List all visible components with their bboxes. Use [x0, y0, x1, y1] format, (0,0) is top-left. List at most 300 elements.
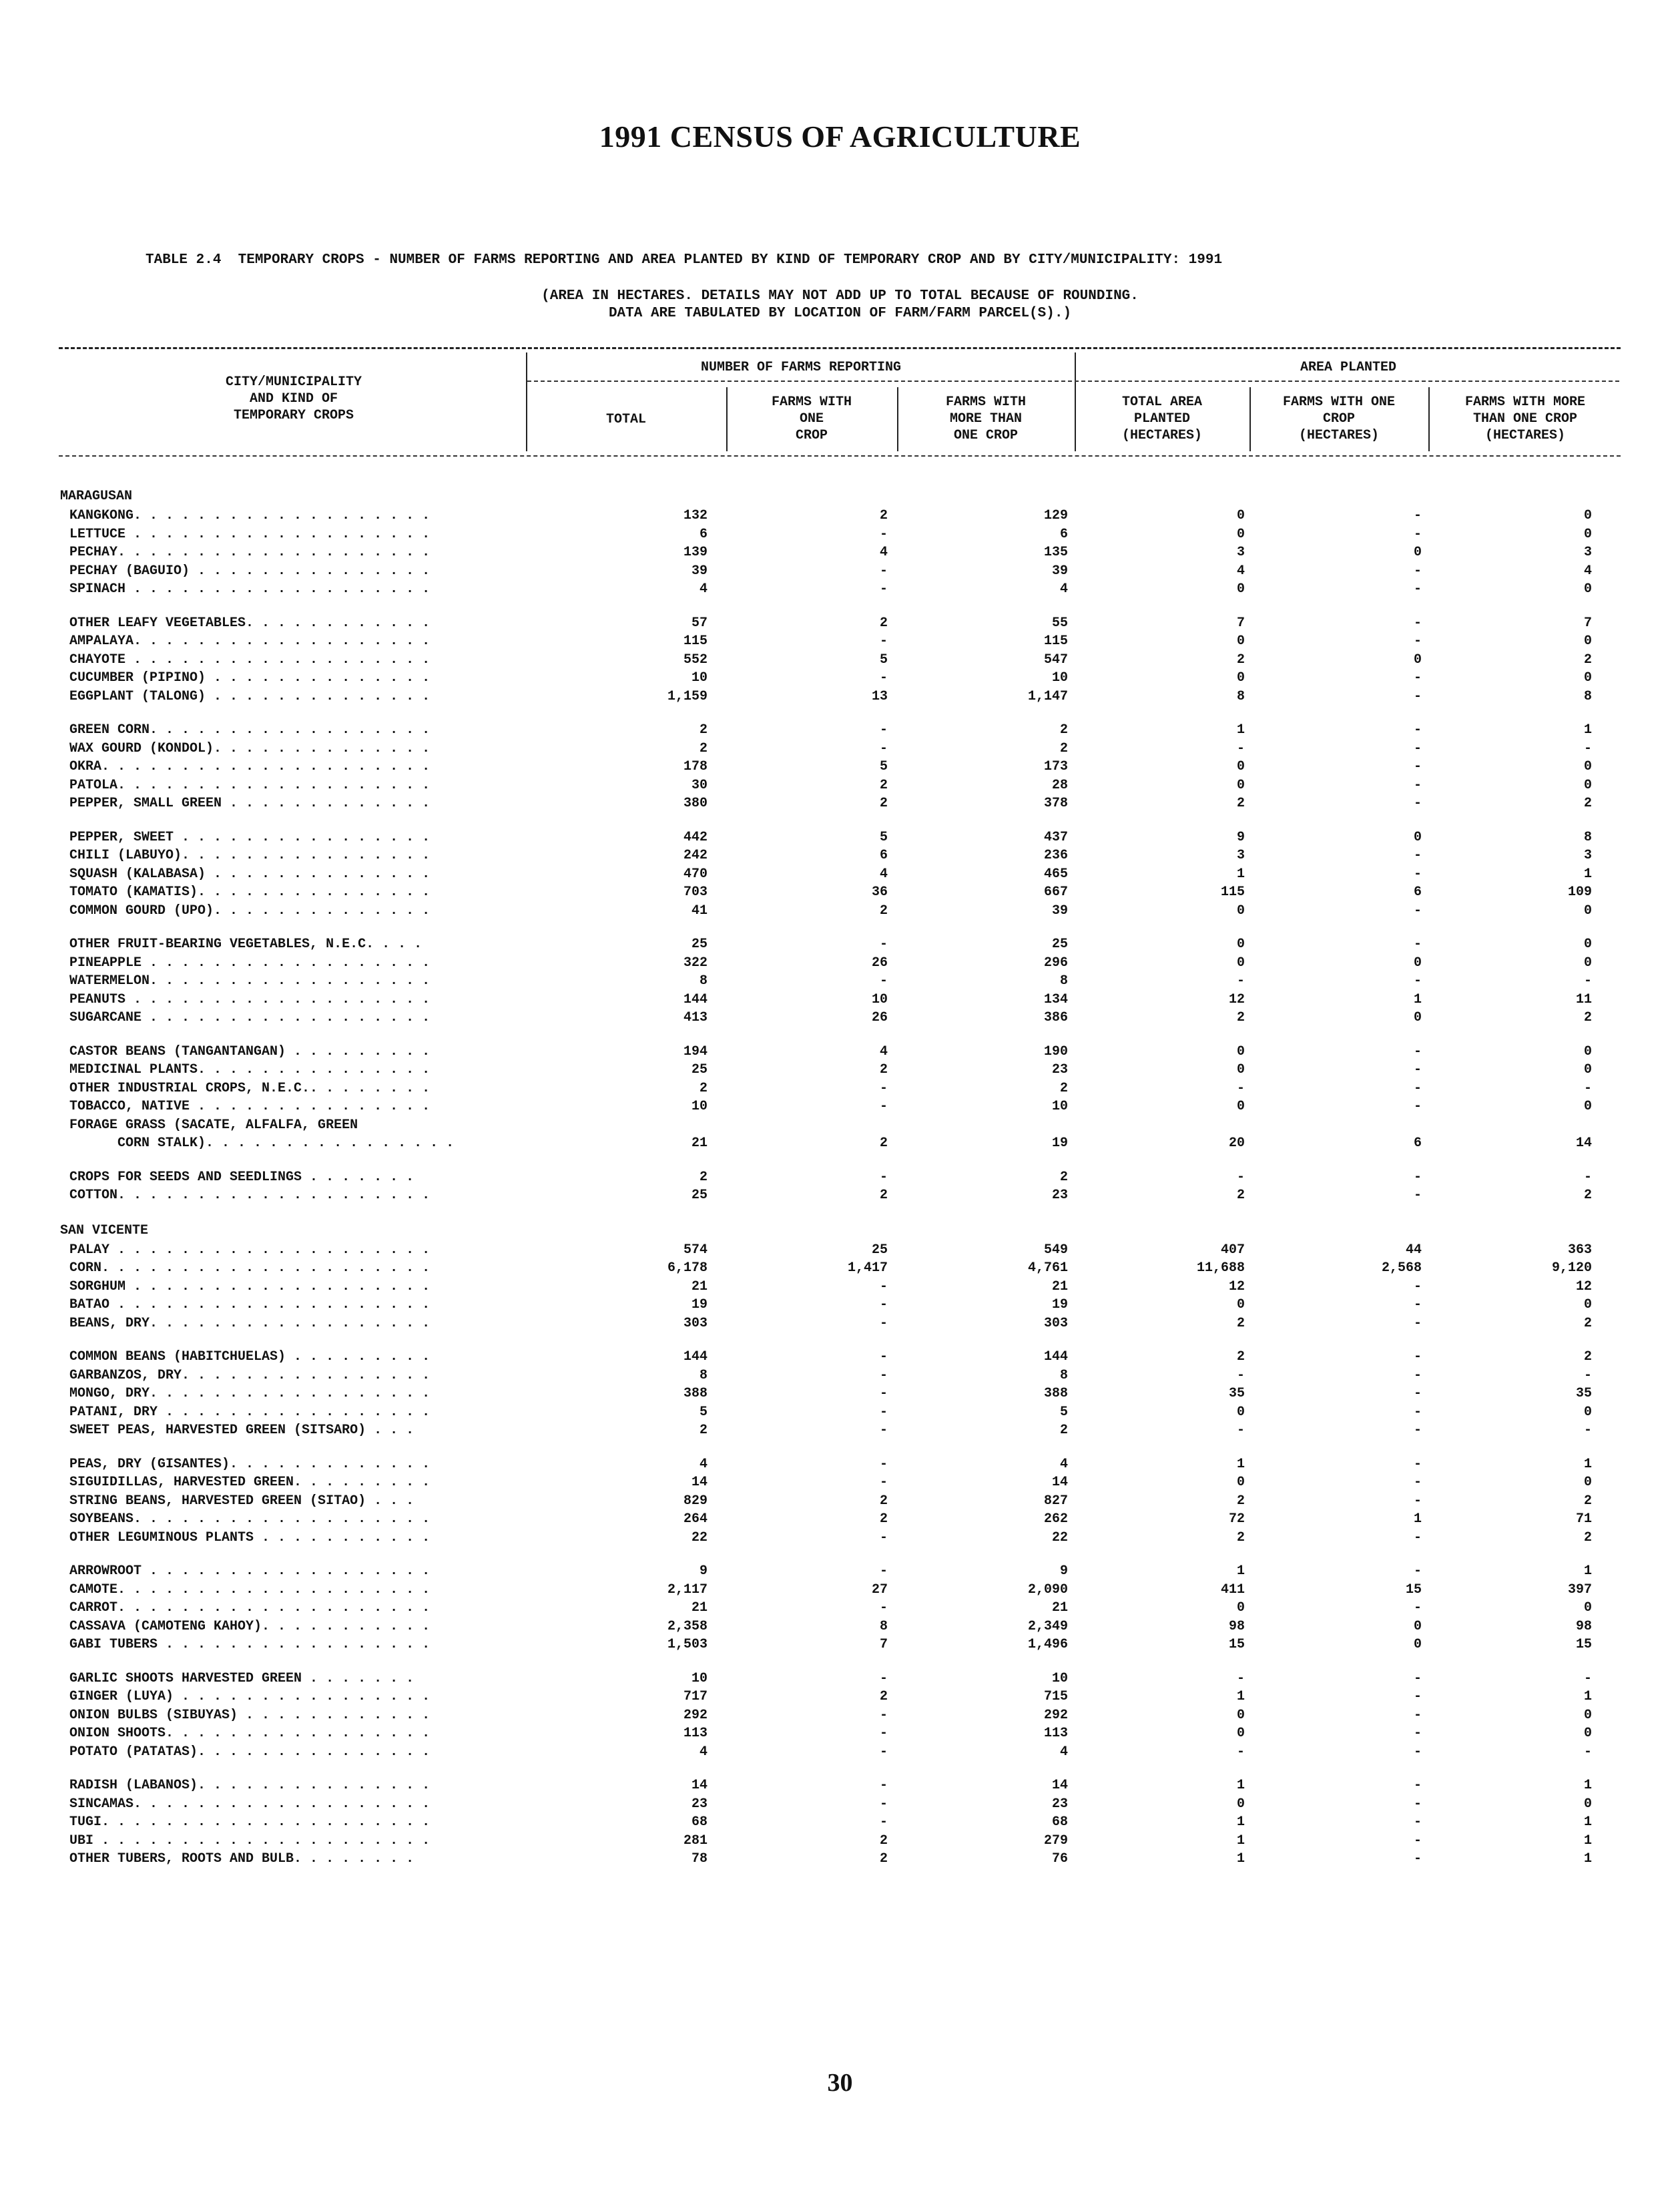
farms-more-crop-cell: 236: [1043, 848, 1068, 863]
total-area-cell: -: [1236, 1169, 1245, 1185]
farms-more-crop-cell: 827: [1043, 1493, 1068, 1509]
farms-more-crop-cell: 296: [1043, 955, 1068, 971]
crop-label: SORGHUM . . . . . . . . . . . . . . . . . . .: [69, 1278, 431, 1294]
farms-more-crop-cell: 715: [1043, 1689, 1068, 1704]
table-row: [0, 1618, 1680, 1636]
area-one-crop-cell: -: [1413, 1423, 1422, 1438]
crop-label: CHAYOTE . . . . . . . . . . . . . . . . . . .: [69, 652, 431, 668]
table-row: [0, 758, 1680, 776]
farms-one-crop-cell: -: [879, 1670, 888, 1686]
total-area-cell: -: [1236, 1080, 1245, 1096]
area-one-crop-cell: -: [1413, 1456, 1422, 1472]
crop-label: CARROT. . . . . . . . . . . . . . . . . . . .: [69, 1600, 431, 1616]
header-stub: CITY/MUNICIPALITY AND KIND OF TEMPORARY CROPS: [225, 375, 362, 423]
total-area-cell: 407: [1220, 1242, 1245, 1258]
farms-more-crop-cell: 23: [1051, 1796, 1068, 1812]
farms-one-crop-cell: 1,417: [847, 1260, 888, 1276]
crop-label: EGGPLANT (TALONG) . . . . . . . . . . . . . .: [69, 688, 431, 704]
farms-one-crop-cell: 2: [879, 1493, 888, 1509]
total-area-cell: 0: [1236, 1707, 1245, 1723]
area-more-crop-cell: -: [1583, 1367, 1592, 1383]
area-more-crop-cell: 1: [1583, 722, 1592, 738]
table-row: [0, 562, 1680, 581]
area-one-crop-cell: 0: [1413, 1637, 1422, 1652]
farms-one-crop-cell: 10: [871, 991, 888, 1007]
total-farms-cell: 25: [691, 1188, 708, 1203]
farms-more-crop-cell: 547: [1043, 652, 1068, 668]
area-one-crop-cell: -: [1413, 1796, 1422, 1812]
area-one-crop-cell: -: [1413, 1600, 1422, 1616]
total-farms-cell: 9: [699, 1563, 708, 1579]
total-area-cell: 3: [1236, 545, 1245, 560]
farms-one-crop-cell: -: [879, 670, 888, 686]
crop-label: TOMATO (KAMATIS). . . . . . . . . . . . . . .: [69, 885, 431, 900]
area-one-crop-cell: -: [1413, 1099, 1422, 1114]
crop-label: WAX GOURD (KONDOL). . . . . . . . . . . . . .: [69, 740, 431, 756]
total-farms-cell: 4: [699, 1456, 708, 1472]
total-farms-cell: 22: [691, 1529, 708, 1545]
farms-more-crop-cell: 135: [1043, 545, 1068, 560]
area-one-crop-cell: -: [1413, 722, 1422, 738]
table-row: [0, 1168, 1680, 1187]
area-more-crop-cell: 15: [1575, 1637, 1592, 1652]
farms-more-crop-cell: 21: [1051, 1278, 1068, 1294]
farms-one-crop-cell: -: [879, 1475, 888, 1490]
area-more-crop-cell: 1: [1583, 1456, 1592, 1472]
crop-label: LETTUCE . . . . . . . . . . . . . . . . . . .: [69, 526, 431, 542]
row-group: [0, 1670, 1680, 1762]
farms-more-crop-cell: 113: [1043, 1726, 1068, 1741]
farms-one-crop-cell: 13: [871, 688, 888, 704]
area-more-crop-cell: 7: [1583, 615, 1592, 631]
area-one-crop-cell: -: [1413, 1386, 1422, 1401]
table-row: [0, 1403, 1680, 1422]
area-one-crop-cell: -: [1413, 937, 1422, 952]
row-group: [0, 1455, 1680, 1547]
total-area-cell: 2: [1236, 1315, 1245, 1331]
area-more-crop-cell: 2: [1583, 1529, 1592, 1545]
total-farms-cell: 41: [691, 903, 708, 919]
area-more-crop-cell: 2: [1583, 1349, 1592, 1365]
crop-label: SPINACH . . . . . . . . . . . . . . . . . . .: [69, 581, 431, 597]
farms-one-crop-cell: -: [879, 1744, 888, 1760]
farms-more-crop-cell: 55: [1051, 615, 1068, 631]
section-heading: MARAGUSAN: [60, 489, 133, 504]
crop-label: BATAO . . . . . . . . . . . . . . . . . . . .: [69, 1297, 431, 1312]
table-row: [0, 846, 1680, 865]
crop-label: CAMOTE. . . . . . . . . . . . . . . . . . . .: [69, 1581, 431, 1598]
table-row: [0, 1385, 1680, 1403]
area-more-crop-cell: 1: [1583, 866, 1592, 882]
farms-one-crop-cell: -: [879, 1456, 888, 1472]
total-farms-cell: 552: [683, 652, 708, 668]
table-row: [0, 794, 1680, 813]
table-row: [0, 1009, 1680, 1027]
area-more-crop-cell: 1: [1583, 1778, 1592, 1793]
area-one-crop-cell: -: [1413, 740, 1422, 756]
farms-more-crop-cell: 39: [1051, 563, 1068, 579]
farms-more-crop-cell: 5: [1059, 1404, 1068, 1420]
total-area-cell: 2: [1236, 1493, 1245, 1509]
farms-one-crop-cell: -: [879, 1349, 888, 1365]
header-group-underline: [527, 381, 1619, 382]
total-farms-cell: 2: [699, 1080, 708, 1096]
table-row: [0, 669, 1680, 688]
crop-label: AMPALAYA. . . . . . . . . . . . . . . . . . .: [69, 634, 431, 649]
total-farms-cell: 178: [683, 759, 708, 774]
farms-more-crop-cell: 14: [1051, 1778, 1068, 1793]
farms-one-crop-cell: -: [879, 1423, 888, 1438]
area-more-crop-cell: 109: [1567, 885, 1592, 900]
farms-more-crop-cell: 25: [1051, 937, 1068, 952]
area-more-crop-cell: 0: [1583, 937, 1592, 952]
farms-more-crop-cell: 28: [1051, 777, 1068, 793]
table-row: [0, 776, 1680, 795]
crop-label: OTHER INDUSTRIAL CROPS, N.E.C.. . . . . . . .: [69, 1080, 431, 1096]
area-more-crop-cell: 3: [1583, 545, 1592, 560]
total-area-cell: 0: [1236, 1600, 1245, 1616]
total-farms-cell: 194: [683, 1043, 708, 1059]
table-row: [0, 1186, 1680, 1205]
total-area-cell: 0: [1236, 1796, 1245, 1812]
table-row: [0, 1599, 1680, 1618]
crop-label: PALAY . . . . . . . . . . . . . . . . . . . .: [69, 1242, 431, 1258]
area-more-crop-cell: 98: [1575, 1618, 1592, 1634]
area-one-crop-cell: 15: [1405, 1581, 1422, 1598]
area-more-crop-cell: 8: [1583, 688, 1592, 704]
total-farms-cell: 2: [699, 1423, 708, 1438]
area-one-crop-cell: -: [1413, 508, 1422, 523]
area-one-crop-cell: -: [1413, 1563, 1422, 1579]
crop-label: KANGKONG. . . . . . . . . . . . . . . . . . .: [69, 508, 431, 523]
crop-label: CASSAVA (CAMOTENG KAHOY). . . . . . . . . . .: [69, 1618, 431, 1634]
crop-label: MONGO, DRY. . . . . . . . . . . . . . . . . .: [69, 1386, 431, 1401]
table-row: [0, 1670, 1680, 1688]
area-more-crop-cell: 0: [1583, 759, 1592, 774]
farms-one-crop-cell: 4: [879, 866, 888, 882]
area-one-crop-cell: -: [1413, 1367, 1422, 1383]
total-area-cell: 0: [1236, 1099, 1245, 1114]
area-more-crop-cell: 0: [1583, 634, 1592, 649]
crop-label: SWEET PEAS, HARVESTED GREEN (SITSARO) . . .: [69, 1423, 414, 1438]
total-farms-cell: 1,159: [667, 688, 708, 704]
total-farms-cell: 6,178: [667, 1260, 708, 1276]
table-row: [0, 507, 1680, 525]
farms-more-crop-cell: 2: [1059, 740, 1068, 756]
farms-one-crop-cell: 26: [871, 1010, 888, 1025]
farms-more-crop-cell: 1,496: [1027, 1637, 1068, 1652]
area-more-crop-cell: 1: [1583, 1563, 1592, 1579]
area-one-crop-cell: -: [1413, 563, 1422, 579]
table-row: [0, 688, 1680, 706]
total-area-cell: 1: [1236, 1851, 1245, 1867]
farms-more-crop-cell: 23: [1051, 1062, 1068, 1077]
area-more-crop-cell: 0: [1583, 526, 1592, 542]
area-one-crop-cell: 0: [1413, 545, 1422, 560]
crop-label: SINCAMAS. . . . . . . . . . . . . . . . . . .: [69, 1796, 431, 1812]
area-more-crop-cell: -: [1583, 1169, 1592, 1185]
farms-one-crop-cell: -: [879, 1778, 888, 1793]
total-area-cell: 0: [1236, 1062, 1245, 1077]
table-row: [0, 935, 1680, 954]
crop-label: GABI TUBERS . . . . . . . . . . . . . . . . .: [69, 1637, 431, 1652]
farms-more-crop-cell: 303: [1043, 1315, 1068, 1331]
farms-more-crop-cell: 4,761: [1027, 1260, 1068, 1276]
farms-more-crop-cell: 144: [1043, 1349, 1068, 1365]
farms-more-crop-cell: 4: [1059, 1744, 1068, 1760]
area-more-crop-cell: 0: [1583, 1099, 1592, 1114]
row-group: [0, 1241, 1680, 1333]
total-area-cell: -: [1236, 1670, 1245, 1686]
farms-one-crop-cell: 2: [879, 796, 888, 811]
crop-label: OKRA. . . . . . . . . . . . . . . . . . . . .: [69, 759, 431, 774]
table-row: [0, 721, 1680, 740]
area-more-crop-cell: 0: [1583, 903, 1592, 919]
area-one-crop-cell: 1: [1413, 991, 1422, 1007]
crop-label: SQUASH (KALABASA) . . . . . . . . . . . . . .: [69, 866, 431, 882]
header-col-area-more: FARMS WITH MORE THAN ONE CROP (HECTARES): [1464, 395, 1586, 443]
farms-one-crop-cell: 25: [871, 1242, 888, 1258]
area-one-crop-cell: -: [1413, 1080, 1422, 1096]
area-one-crop-cell: -: [1413, 866, 1422, 882]
farms-more-crop-cell: 549: [1043, 1242, 1068, 1258]
area-one-crop-cell: -: [1413, 688, 1422, 704]
area-more-crop-cell: 0: [1583, 1707, 1592, 1723]
total-farms-cell: 8: [699, 973, 708, 989]
area-more-crop-cell: 0: [1583, 508, 1592, 523]
crop-label: FORAGE GRASS (SACATE, ALFALFA, GREEN CORN STALK). . . . . . . . . . . . . . . .: [69, 1117, 455, 1151]
row-group: [0, 935, 1680, 1027]
farms-one-crop-cell: -: [879, 526, 888, 542]
farms-one-crop-cell: -: [879, 1278, 888, 1294]
table-row: [0, 883, 1680, 902]
farms-more-crop-cell: 19: [1051, 1297, 1068, 1312]
crop-label: GINGER (LUYA) . . . . . . . . . . . . . . . .: [69, 1689, 431, 1704]
farms-one-crop-cell: -: [879, 1099, 888, 1114]
area-more-crop-cell: 14: [1575, 1136, 1592, 1151]
crop-label: PECHAY. . . . . . . . . . . . . . . . . . . .: [69, 545, 431, 560]
area-more-crop-cell: 0: [1583, 1726, 1592, 1741]
total-farms-cell: 57: [691, 615, 708, 631]
farms-more-crop-cell: 1,147: [1027, 688, 1068, 704]
farms-one-crop-cell: 5: [879, 759, 888, 774]
farms-one-crop-cell: -: [879, 1080, 888, 1096]
area-one-crop-cell: -: [1413, 1670, 1422, 1686]
area-more-crop-cell: -: [1583, 973, 1592, 989]
area-one-crop-cell: -: [1413, 1707, 1422, 1723]
total-farms-cell: 717: [683, 1689, 708, 1704]
table-row: [0, 651, 1680, 670]
farms-one-crop-cell: -: [879, 1169, 888, 1185]
area-more-crop-cell: 8: [1583, 829, 1592, 845]
farms-more-crop-cell: 129: [1043, 508, 1068, 523]
total-area-cell: 1: [1236, 722, 1245, 738]
farms-one-crop-cell: -: [879, 1386, 888, 1401]
total-farms-cell: 144: [683, 991, 708, 1007]
crop-label: PATOLA. . . . . . . . . . . . . . . . . . . .: [69, 777, 431, 793]
farms-more-crop-cell: 2,349: [1027, 1618, 1068, 1634]
farms-one-crop-cell: 5: [879, 829, 888, 845]
crop-label: PINEAPPLE . . . . . . . . . . . . . . . . . .: [69, 955, 431, 971]
area-more-crop-cell: 397: [1567, 1581, 1592, 1598]
table-row: [0, 740, 1680, 758]
total-farms-cell: 242: [683, 848, 708, 863]
area-more-crop-cell: 2: [1583, 1010, 1592, 1025]
table-row: [0, 1296, 1680, 1314]
farms-more-crop-cell: 2: [1059, 1169, 1068, 1185]
crop-label: CROPS FOR SEEDS AND SEEDLINGS . . . . . . .: [69, 1169, 414, 1185]
total-area-cell: 115: [1220, 885, 1245, 900]
crop-label: ARROWROOT . . . . . . . . . . . . . . . . . .: [69, 1563, 431, 1579]
total-area-cell: 1: [1236, 1563, 1245, 1579]
total-farms-cell: 574: [683, 1242, 708, 1258]
crop-label: CASTOR BEANS (TANGANTANGAN) . . . . . . . . .: [69, 1043, 431, 1059]
crop-label: PEPPER, SMALL GREEN . . . . . . . . . . . . .: [69, 796, 431, 811]
area-one-crop-cell: 1: [1413, 1511, 1422, 1527]
row-group: [0, 828, 1680, 921]
farms-one-crop-cell: 2: [879, 1136, 888, 1151]
crop-label: GARBANZOS, DRY. . . . . . . . . . . . . . . .: [69, 1367, 431, 1383]
table-row: [0, 1581, 1680, 1600]
header-col-farms-one: FARMS WITH ONE CROP: [771, 395, 852, 443]
area-more-crop-cell: 0: [1583, 1475, 1592, 1490]
area-more-crop-cell: 35: [1575, 1386, 1592, 1401]
farms-more-crop-cell: 4: [1059, 581, 1068, 597]
crop-label: ONION SHOOTS. . . . . . . . . . . . . . . . .: [69, 1726, 431, 1741]
total-farms-cell: 39: [691, 563, 708, 579]
crop-label: TUGI. . . . . . . . . . . . . . . . . . . . .: [69, 1814, 431, 1830]
area-more-crop-cell: -: [1583, 1080, 1592, 1096]
farms-more-crop-cell: 2: [1059, 722, 1068, 738]
total-farms-cell: 2,358: [667, 1618, 708, 1634]
farms-more-crop-cell: 76: [1051, 1851, 1068, 1867]
row-group: [0, 507, 1680, 599]
header-col-area-total: TOTAL AREA PLANTED (HECTARES): [1121, 395, 1203, 443]
total-area-cell: 3: [1236, 848, 1245, 863]
header-col-farms-more: FARMS WITH MORE THAN ONE CROP: [945, 395, 1027, 443]
farms-one-crop-cell: -: [879, 1404, 888, 1420]
farms-more-crop-cell: 23: [1051, 1188, 1068, 1203]
crop-label: PECHAY (BAGUIO) . . . . . . . . . . . . . . .: [69, 563, 431, 579]
farms-more-crop-cell: 378: [1043, 796, 1068, 811]
area-one-crop-cell: -: [1413, 796, 1422, 811]
area-more-crop-cell: -: [1583, 1423, 1592, 1438]
total-area-cell: 0: [1236, 1297, 1245, 1312]
total-farms-cell: 14: [691, 1778, 708, 1793]
area-more-crop-cell: 9,120: [1551, 1260, 1592, 1276]
total-farms-cell: 10: [691, 670, 708, 686]
farms-one-crop-cell: -: [879, 563, 888, 579]
farms-more-crop-cell: 388: [1043, 1386, 1068, 1401]
total-area-cell: 2: [1236, 1529, 1245, 1545]
total-farms-cell: 5: [699, 1404, 708, 1420]
area-more-crop-cell: 71: [1575, 1511, 1592, 1527]
row-group: [0, 1348, 1680, 1440]
total-farms-cell: 413: [683, 1010, 708, 1025]
area-one-crop-cell: -: [1413, 670, 1422, 686]
farms-one-crop-cell: -: [879, 1726, 888, 1741]
total-farms-cell: 19: [691, 1297, 708, 1312]
total-farms-cell: 30: [691, 777, 708, 793]
table-row: [0, 902, 1680, 921]
row-group: [0, 614, 1680, 706]
farms-more-crop-cell: 279: [1043, 1832, 1068, 1849]
crop-label: ONION BULBS (SIBUYAS) . . . . . . . . . . . .: [69, 1707, 431, 1723]
table-row: [0, 1724, 1680, 1743]
total-area-cell: -: [1236, 1744, 1245, 1760]
page-number: 30: [827, 2069, 853, 2097]
total-area-cell: 0: [1236, 526, 1245, 542]
table-row: [0, 632, 1680, 651]
area-one-crop-cell: 0: [1413, 829, 1422, 845]
farms-one-crop-cell: -: [879, 634, 888, 649]
area-more-crop-cell: 2: [1583, 1188, 1592, 1203]
area-one-crop-cell: -: [1413, 1778, 1422, 1793]
table-row: [0, 1706, 1680, 1725]
total-farms-cell: 4: [699, 1744, 708, 1760]
table-row: [0, 1259, 1680, 1278]
total-farms-cell: 2,117: [667, 1581, 708, 1598]
total-farms-cell: 139: [683, 545, 708, 560]
crop-label: POTATO (PATATAS). . . . . . . . . . . . . . .: [69, 1744, 431, 1760]
farms-more-crop-cell: 2,090: [1027, 1581, 1068, 1598]
area-one-crop-cell: -: [1413, 973, 1422, 989]
crop-label: GARLIC SHOOTS HARVESTED GREEN . . . . . . .: [69, 1670, 414, 1686]
area-one-crop-cell: -: [1413, 1744, 1422, 1760]
farms-more-crop-cell: 173: [1043, 759, 1068, 774]
farms-more-crop-cell: 19: [1051, 1136, 1068, 1151]
crop-label: WATERMELON. . . . . . . . . . . . . . . . . .: [69, 973, 431, 989]
total-area-cell: 15: [1228, 1637, 1245, 1652]
area-one-crop-cell: -: [1413, 615, 1422, 631]
total-farms-cell: 14: [691, 1475, 708, 1490]
area-one-crop-cell: -: [1413, 1404, 1422, 1420]
total-area-cell: 4: [1236, 563, 1245, 579]
farms-more-crop-cell: 115: [1043, 634, 1068, 649]
total-area-cell: 2: [1236, 796, 1245, 811]
total-area-cell: 98: [1228, 1618, 1245, 1634]
crop-label: PEPPER, SWEET . . . . . . . . . . . . . . . .: [69, 829, 431, 845]
farms-one-crop-cell: -: [879, 1796, 888, 1812]
farms-one-crop-cell: -: [879, 1315, 888, 1331]
area-more-crop-cell: 1: [1583, 1832, 1592, 1849]
area-one-crop-cell: -: [1413, 1475, 1422, 1490]
farms-more-crop-cell: 68: [1051, 1814, 1068, 1830]
farms-more-crop-cell: 262: [1043, 1511, 1068, 1527]
farms-one-crop-cell: -: [879, 722, 888, 738]
total-area-cell: 0: [1236, 777, 1245, 793]
area-more-crop-cell: 0: [1583, 955, 1592, 971]
table-row: [0, 543, 1680, 562]
farms-more-crop-cell: 2: [1059, 1423, 1068, 1438]
crop-label: CUCUMBER (PIPINO) . . . . . . . . . . . . . .: [69, 670, 431, 686]
crop-label: SIGUIDILLAS, HARVESTED GREEN. . . . . . . . .: [69, 1475, 431, 1490]
table-row: [0, 1795, 1680, 1814]
area-one-crop-cell: 0: [1413, 1010, 1422, 1025]
total-area-cell: 0: [1236, 937, 1245, 952]
table-row: [0, 1061, 1680, 1079]
table-row: [0, 1348, 1680, 1367]
total-area-cell: -: [1236, 740, 1245, 756]
area-more-crop-cell: 0: [1583, 581, 1592, 597]
total-farms-cell: 115: [683, 634, 708, 649]
area-one-crop-cell: -: [1413, 848, 1422, 863]
table-row: [0, 1455, 1680, 1474]
total-farms-cell: 281: [683, 1832, 708, 1849]
crop-label: OTHER TUBERS, ROOTS AND BULB. . . . . . . .: [69, 1851, 414, 1867]
area-more-crop-cell: 3: [1583, 848, 1592, 863]
total-farms-cell: 25: [691, 937, 708, 952]
